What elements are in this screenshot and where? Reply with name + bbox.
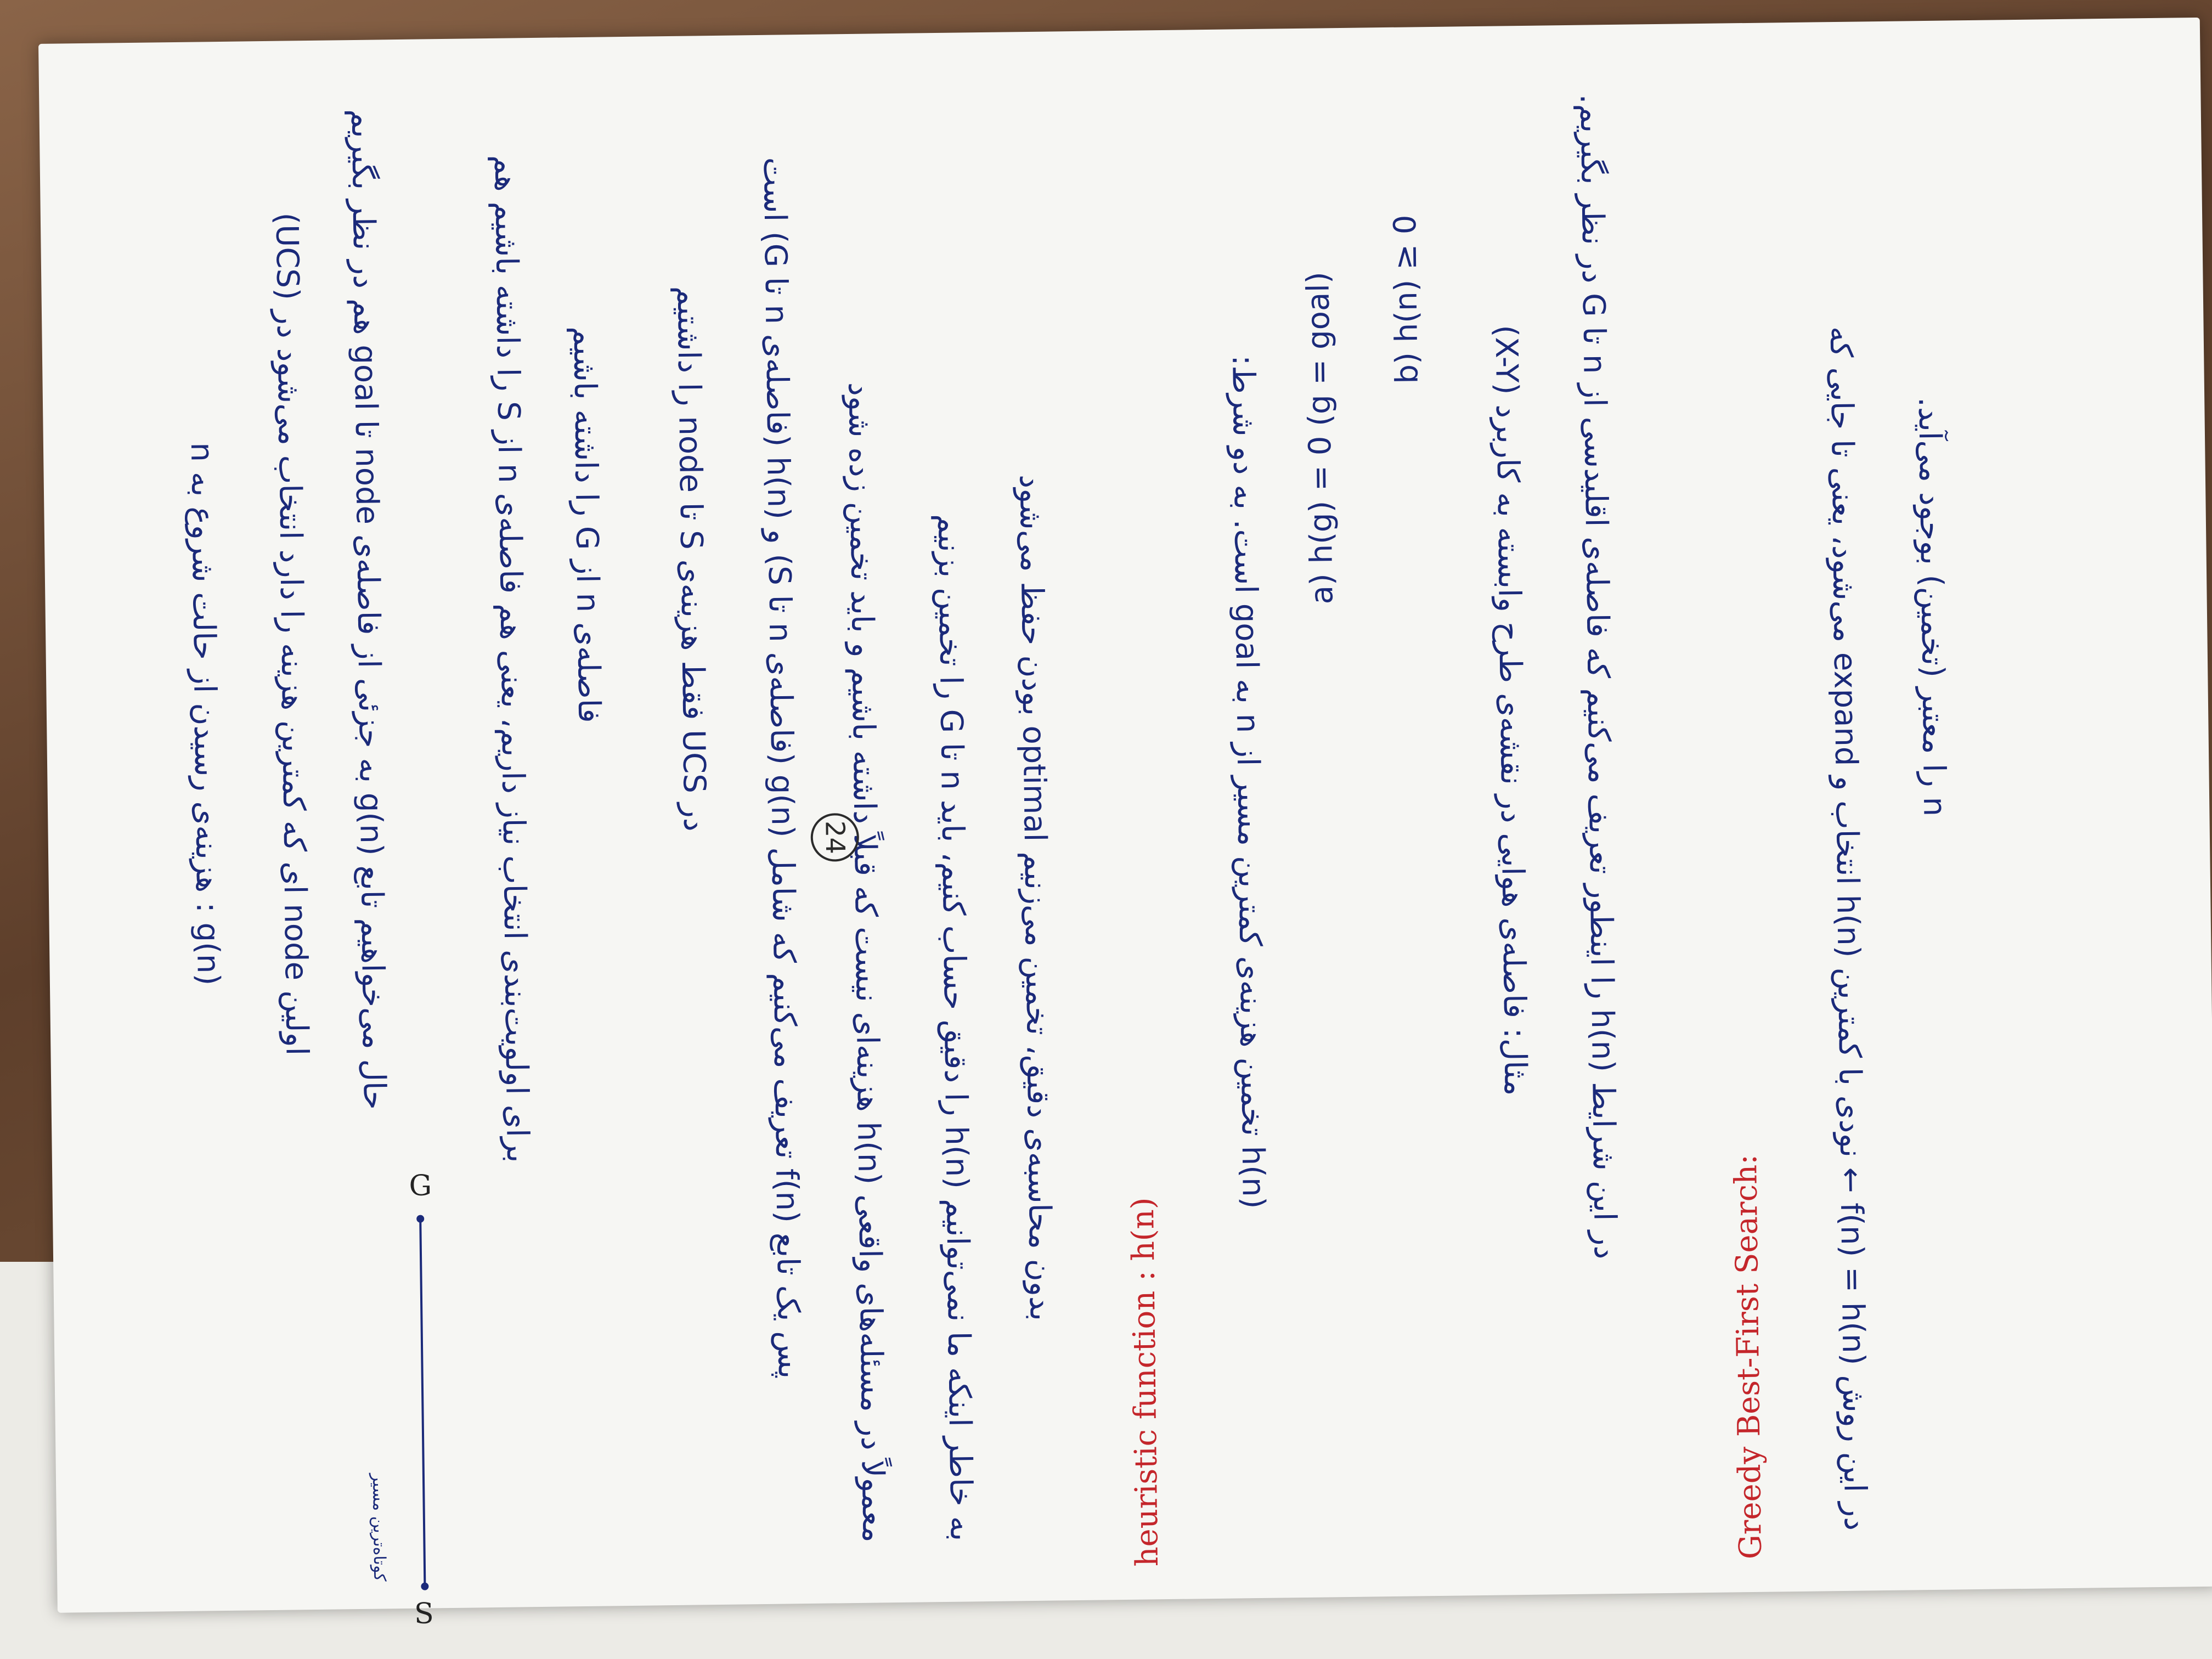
text-line: در این روش f(n) = h(n) ← نودی با کمترین h(n) انتخاب و expand می‌شود، یعنی تا جایی که <box>1822 326 1874 1531</box>
text-line: به خاطر اینکه ما نمی‌توانیم h(n) را دقیق حساب کنیم، باید n تا G را تخمین بزنیم <box>930 514 979 1542</box>
goal-label: G <box>409 1169 432 1203</box>
heuristic-function-heading: heuristic function : h(n) <box>1125 1197 1166 1567</box>
text-line: در UCS فقط هزینه‌ی S تا node را داشتیم <box>670 286 713 832</box>
condition-b: b) h(n) ≥ 0 <box>1387 215 1425 384</box>
page-number: 24 <box>810 813 859 862</box>
text-line: اولین node ای که کمترین هزینه را دارد انتخاب می‌شود در (UCS) <box>268 212 315 1056</box>
notebook-page <box>38 18 2212 1630</box>
greedy-best-first-heading: Greedy Best-First Search: <box>1728 1154 1769 1560</box>
text-line: h(n) تخمین هزینه‌ی کمترین مسیر از n به goal است. به دو شرط: <box>1225 354 1272 1209</box>
text-line: حال می‌خواهیم تابع g(n) به جزئی از فاصله‌ی node تا goal هم در نظر بگیریم <box>344 109 392 1110</box>
text-line: بدون محاسبه‌ی دقیق، تخمین می‌زنیم optimal بودن حفظ می‌شود <box>1012 474 1059 1322</box>
text-line: g(n) : هزینه‌ی رسیدن از حالت شروع به n <box>183 442 226 986</box>
condition-a: a) h(g) = 0 (g = goal) <box>1300 272 1340 605</box>
start-label: S <box>414 1597 435 1630</box>
path-diagram <box>368 1169 458 1630</box>
text-line: در این شرایط h(n) را اینطور تعریف می‌کنیم که فاصله‌ی اقلیدسی از n تا G در نظر بگیریم. <box>1573 94 1623 1260</box>
text-line: برای اولویت‌بندی انتخاب نیاز داریم، یعنی هم فاصله‌ی n از S را داشته باشیم هم <box>487 155 535 1163</box>
text-line: فاصله‌ی n از G را داشته باشیم <box>566 326 607 724</box>
path-line <box>387 1202 458 1620</box>
text-line: پس یک تابع f(n) تعریف می‌کنیم که شامل g(n) (فاصله‌ی n تا S) و h(n) (فاصله‌ی n تا G) است <box>756 157 807 1379</box>
text-line: معمولاً در مسئله‌های واقعی h(n) هزینه‌ای نیست که قبلاً داشته باشیم و باید تخمین زده شود <box>841 382 891 1543</box>
text-line: مثال: فاصله‌ی هوایی در نقشه‌ی طرح وابسته به کاربرد (X-Y) <box>1488 324 1533 1096</box>
text-line: n را معتبر (تخمین) بوجود می‌آید. <box>1911 397 1953 817</box>
diagram-caption: کوتاه‌ترین مسیر <box>368 1473 390 1582</box>
